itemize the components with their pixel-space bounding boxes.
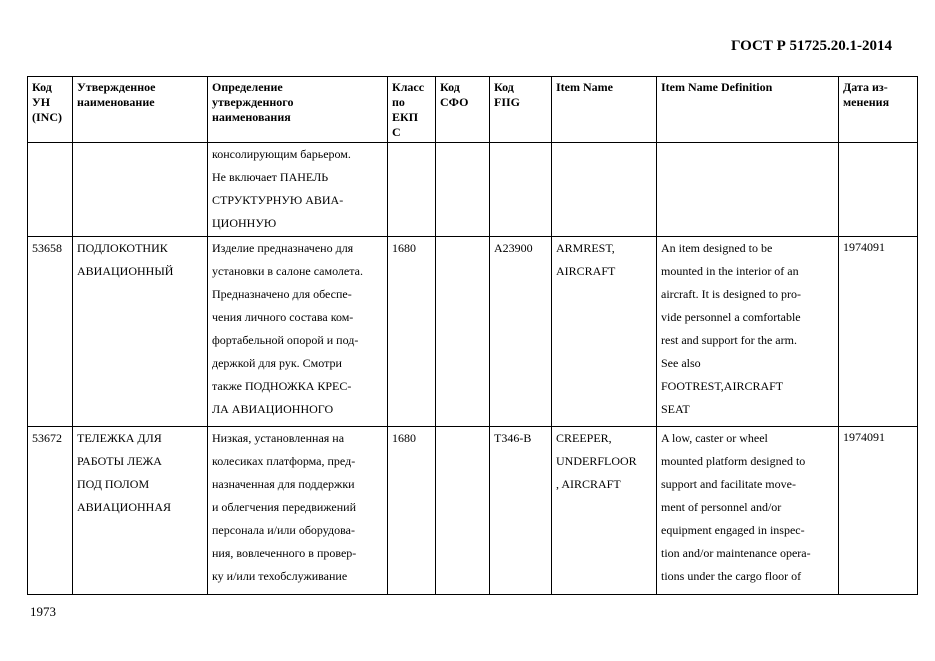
cell-text-line: держкой для рук. Смотри: [212, 356, 342, 370]
cell-text-line: фортабельной опорой и под-: [212, 333, 359, 347]
cell-text-line: и облегчения передвижений: [212, 500, 357, 514]
cell-text-line: support and facilitate move-: [661, 477, 796, 491]
approved-name-cell: [73, 237, 208, 427]
cell-text-line: персонала и/или оборудова-: [212, 523, 355, 537]
document-standard-number: ГОСТ Р 51725.20.1-2014: [730, 38, 892, 54]
cell-text-line: консолирующим барьером.: [212, 147, 351, 161]
cell-text-line: aircraft. It is designed to pro-: [661, 287, 801, 301]
table-row: [28, 143, 918, 237]
table-row: [28, 237, 918, 427]
cell-text-line: AIRCRAFT: [556, 264, 616, 278]
header-text-line: СФО: [440, 95, 469, 109]
cell-text-line: АВИАЦИОННАЯ: [77, 500, 172, 514]
header-text-line: менения: [843, 95, 890, 109]
sfo-cell: [436, 237, 490, 427]
fiig-cell: T346-B: [490, 427, 552, 595]
table-header-row: [28, 77, 918, 143]
cell-text-line: ния, вовлеченного в провер-: [212, 546, 357, 560]
sfo-cell: [436, 427, 490, 595]
change-date-cell: 1974091: [839, 237, 918, 427]
header-text-line: Item Name: [556, 80, 613, 94]
header-item-definition: [657, 77, 839, 143]
class-cell: 1680: [388, 427, 436, 595]
inc-cell: 53672: [28, 427, 73, 595]
cell-text-line: mounted platform designed to: [661, 454, 806, 468]
header-text-line: Определение: [212, 80, 283, 94]
header-definition: [208, 77, 388, 143]
fiig-cell: [490, 143, 552, 237]
inc-cell: 53658: [28, 237, 73, 427]
cell-text-line: ПОД ПОЛОМ: [77, 477, 150, 491]
cell-text-line: ТЕЛЕЖКА ДЛЯ: [77, 431, 162, 445]
inc-cell: [28, 143, 73, 237]
cell-text-line: rest and support for the arm.: [661, 333, 797, 347]
cell-text-line: tion and/or maintenance opera-: [661, 546, 811, 560]
header-text-line: (INC): [32, 110, 62, 124]
item-definition-cell: [657, 427, 839, 595]
fiig-cell: A23900: [490, 237, 552, 427]
cell-text-line: ку и/или техобслуживание: [212, 569, 348, 583]
cell-text-line: See also: [661, 356, 701, 370]
item-definition-cell: [657, 237, 839, 427]
header-text-line: Класс: [392, 80, 425, 94]
cell-text-line: CREEPER,: [556, 431, 612, 445]
class-cell: 1680: [388, 237, 436, 427]
header-approved-name: [73, 77, 208, 143]
header-text-line: С: [392, 125, 401, 139]
cell-text-line: Низкая, установленная на: [212, 431, 345, 445]
cell-text-line: установки в салоне самолета.: [212, 264, 363, 278]
approved-name-cell: [73, 427, 208, 595]
cell-text-line: ЦИОННУЮ: [212, 216, 277, 230]
header-fiig: [490, 77, 552, 143]
approved-name-cell: [73, 143, 208, 237]
cell-text-line: ЛА АВИАЦИОННОГО: [212, 402, 334, 416]
header-text-line: по: [392, 95, 405, 109]
definition-cell: [208, 143, 388, 237]
cell-text-line: ARMREST,: [556, 241, 615, 255]
header-change-date: [839, 77, 918, 143]
table-row: [28, 427, 918, 595]
header-text-line: Item Name Definition: [661, 80, 773, 94]
change-date-cell: 1974091: [839, 427, 918, 595]
header-text-line: Дата из-: [843, 80, 888, 94]
header-sfo: [436, 77, 490, 143]
header-text-line: FIIG: [494, 95, 521, 109]
cell-text-line: SEAT: [661, 402, 690, 416]
cell-text-line: АВИАЦИОННЫЙ: [77, 264, 174, 278]
cell-text-line: СТРУКТУРНУЮ АВИА-: [212, 193, 344, 207]
definition-cell: [208, 237, 388, 427]
header-text-line: Утвержденное: [77, 80, 156, 94]
definition-cell: [208, 427, 388, 595]
item-definition-cell: [657, 143, 839, 237]
header-inc: [28, 77, 73, 143]
sfo-cell: [436, 143, 490, 237]
header-text-line: наименования: [212, 110, 291, 124]
cell-text-line: tions under the cargo floor of: [661, 569, 802, 583]
cell-text-line: ПОДЛОКОТНИК: [77, 241, 168, 255]
cell-text-line: Предназначено для обеспе-: [212, 287, 352, 301]
change-date-cell: [839, 143, 918, 237]
item-name-cell: [552, 143, 657, 237]
cell-text-line: equipment engaged in inspec-: [661, 523, 805, 537]
cell-text-line: vide personnel a comfortable: [661, 310, 801, 324]
registry-table: [27, 76, 918, 595]
class-cell: [388, 143, 436, 237]
header-text-line: наименование: [77, 95, 155, 109]
header-text-line: УН: [32, 95, 51, 109]
page-number: 1973: [30, 604, 56, 619]
cell-text-line: , AIRCRAFT: [556, 477, 621, 491]
cell-text-line: An item designed to be: [661, 241, 773, 255]
cell-text-line: назначенная для поддержки: [212, 477, 355, 491]
cell-text-line: РАБОТЫ ЛЕЖА: [77, 454, 162, 468]
header-item-name: [552, 77, 657, 143]
cell-text-line: UNDERFLOOR: [556, 454, 637, 468]
cell-text-line: чения личного состава ком-: [212, 310, 354, 324]
cell-text-line: A low, caster or wheel: [661, 431, 768, 445]
cell-text-line: mounted in the interior of an: [661, 264, 799, 278]
header-text-line: Код: [440, 80, 460, 94]
cell-text-line: Не включает ПАНЕЛЬ: [212, 170, 329, 184]
cell-text-line: также ПОДНОЖКА КРЕС-: [212, 379, 352, 393]
item-name-cell: [552, 427, 657, 595]
header-text-line: Код: [494, 80, 514, 94]
header-text-line: утвержденного: [212, 95, 294, 109]
header-class: [388, 77, 436, 143]
header-text-line: Код: [32, 80, 52, 94]
cell-text-line: FOOTREST,AIRCRAFT: [661, 379, 784, 393]
cell-text-line: колесиках платформа, пред-: [212, 454, 356, 468]
item-name-cell: [552, 237, 657, 427]
header-text-line: ЕКП: [392, 110, 419, 124]
cell-text-line: ment of personnel and/or: [661, 500, 782, 514]
cell-text-line: Изделие предназначено для: [212, 241, 354, 255]
